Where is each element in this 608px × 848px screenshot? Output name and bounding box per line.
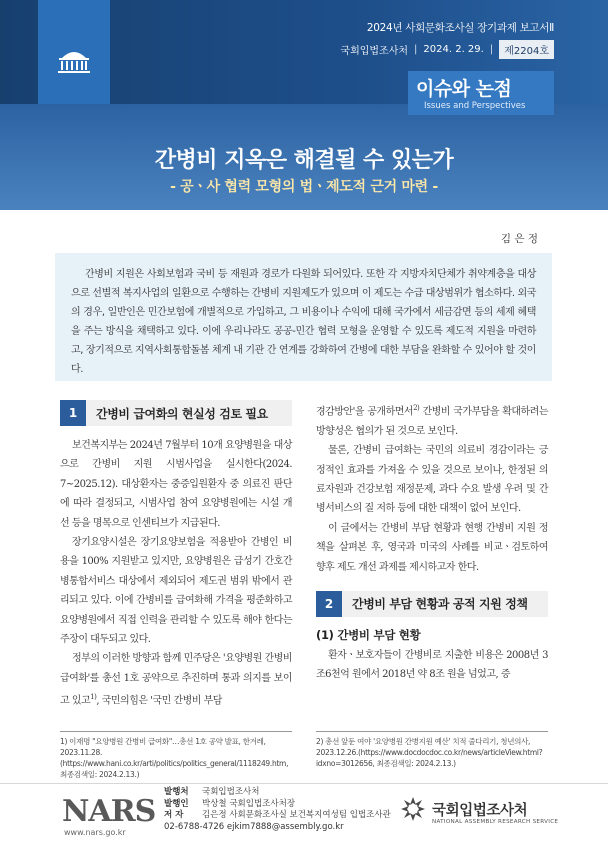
publisher-row: [164, 787, 391, 799]
series-title: 이슈와 논점: [416, 78, 512, 100]
subsection-title: (1) 간병비 부담 현황: [316, 627, 421, 642]
organization-name-en: NATIONAL ASSEMBLY RESEARCH SERVICE: [432, 819, 559, 825]
body-paragraph: 환자ㆍ보호자들이 간병비로 지출한 비용은 2008년 3조6천억 원에서 2018년 약 8조 원을 넘었고, 증: [316, 649, 548, 681]
author-name: 김 은 정: [500, 233, 538, 245]
publisher-info: [164, 787, 391, 822]
section-title: 간병비 부담 현황과 공적 지원 정책: [352, 597, 528, 612]
issue-number: 제2204호: [499, 40, 554, 59]
publisher-label: 발행처: [164, 787, 189, 797]
institute-name: 국회입법조사처: [340, 46, 409, 57]
page-subtitle: - 공ㆍ사 협력 모형의 법ㆍ제도적 근거 마련 -: [170, 179, 438, 195]
body-paragraph: 물론, 간병비 급여화는 국민의 의료비 경감이라는 긍정적인 효과를 가져올 수 있을 것으로 보이나, 한정된 의료자원과 건강보험 재정문제, 과다 수요 발생 우려 및 간병서비스의 질 저하 등에 대한 대책이 없어 보인다.: [316, 445, 548, 515]
body-paragraph: [60, 649, 292, 711]
section-number: 2: [316, 591, 342, 617]
paragraph-text: 간병비 국가부담을 확대하려는 방향성은 협의가 된 것으로 보인다.: [316, 406, 548, 437]
summary-text: 간병비 지원은 사회보험과 국비 등 재원과 경로가 다원화 되어있다. 또한 각 지방자치단체가 취약계층을 대상으로 선별적 복지사업의 일환으로 수행하는 간병비 지원제도가 있으며 이 제도는 수급 대상범위가 협소하다. 외국의 경우, 일반인은 민간보험에 개별적으로 가입하고, 그 비용이나 수익에 대해 국가에서 세금감면 등의 세제 혜택을 주는 방식을 채택하고 있다. 이에 우리나라도 공공-민간 협력 모형을 운영할 수 있도록 제도적 지원을 마련하고, 장기적으로 지역사회통합돌봄 체계 내 기관 간 연계를 강화하여 간병에 대한 부담을 완화할 수 있어야 할 것이다.: [71, 269, 536, 375]
body-paragraph: 보건복지부는 2024년 7월부터 10개 요양병원을 대상으로 간병비 지원 시범사업을 실시한다(2024. 7~2025.12). 대상환자는 중증입원환자 중 의료진 판단에 따라 결정되고, 시범사업 참여 요양병원에는 시설 개선 등을 명목으로 인센티브가 지급된다.: [60, 440, 292, 529]
right-column: [316, 399, 548, 685]
body-paragraph: 장기요양시설은 장기요양보험을 적용받아 간병인 비용을 100% 지원받고 있지만, 요양병원은 급성기 간호간병통합서비스 대상에서 제외되어 제도권 범위 밖에서 관리되고 있다. 이에 간병비를 급여화해 가격을 평준화하고 요양병원에서 직접 인력을 관리할 수 있도록 해야 한다는 주장이 대두되고 있다.: [60, 537, 292, 646]
section-number: 1: [60, 400, 86, 426]
body-paragraph: 이 글에서는 간병비 부담 현황과 현행 간병비 지원 정책을 살펴본 후, 영국과 미국의 사례를 비교ㆍ검토하여 향후 제도 개선 과제를 제시하고자 한다.: [316, 522, 548, 573]
section-title: 간병비 급여화의 현실성 검토 필요: [96, 406, 268, 421]
contact-info: 02-6788-4726 ejkim7888@assembly.go.kr: [164, 822, 344, 832]
publisher-label: 저 자: [164, 810, 184, 820]
nars-logo: NARS: [62, 794, 156, 829]
publisher-value: 김은정 사회문화조사실 보건복지여성팀 입법조사관: [202, 810, 391, 820]
body-paragraph: [316, 399, 548, 441]
section-heading: [316, 591, 548, 617]
footnote-ref[interactable]: 2): [413, 404, 420, 412]
assembly-building-icon: [56, 46, 92, 74]
report-series-line: 2024년 사회문화조사실 장기과제 보고서Ⅱ: [366, 22, 554, 34]
footnote-ref[interactable]: 1): [90, 693, 97, 702]
footnote: 2) 총선 앞둔 여야 '요양병원 간병지원 예산' 치적 줄다리기, 청년의사, 2023.12.26.(https://www.docdocdoc.co.kr/news/articleView.html?idxno=3012656, 최종검색일: 2024.2.13.): [316, 731, 548, 769]
report-header: [0, 0, 608, 210]
left-column: [60, 400, 292, 711]
publisher-value: 국회입법조사처: [202, 787, 260, 797]
website-link[interactable]: www.nars.go.kr: [64, 828, 126, 837]
section-heading: [60, 400, 292, 426]
publisher-row: [164, 799, 391, 811]
meta-separator: |: [489, 44, 494, 55]
organization-name: 국회입법조사처: [432, 803, 528, 819]
publisher-value: 박상철 국회입법조사처장: [202, 798, 296, 809]
series-subtitle: Issues and Perspectives: [424, 101, 526, 111]
publisher-label: 발행인: [164, 798, 189, 809]
meta-separator: |: [414, 44, 418, 55]
issue-meta: [340, 40, 554, 59]
nars-emblem-icon: [399, 795, 427, 823]
page-title: 간병비 지옥은 해결될 수 있는가: [154, 148, 454, 173]
summary-box: [55, 253, 552, 381]
assembly-logo: [38, 0, 110, 104]
paragraph-text: 경감방안'을 공개하면서: [316, 406, 414, 418]
paragraph-text: , 국민의힘은 '국민 간병비 부담: [96, 695, 222, 707]
footnote: 1) 이재명 "요양병원 간병비 급여화"…총선 1호 공약 발표, 한겨레, 2023.11.28.(https://www.hani.co.kr/arti/politics/politics_general/1118249.htm, 최종검색일: 2024.2.13.): [60, 731, 292, 780]
issue-date: 2024. 2. 29.: [423, 44, 484, 55]
paragraph-text: 정부의 이러한 방향과 함께 민주당은 '요양병원 간병비 급여화'를 총선 1호 공약으로 추진하며 통과 의지를 보이고 있고: [60, 653, 292, 707]
publisher-row: [164, 810, 391, 822]
